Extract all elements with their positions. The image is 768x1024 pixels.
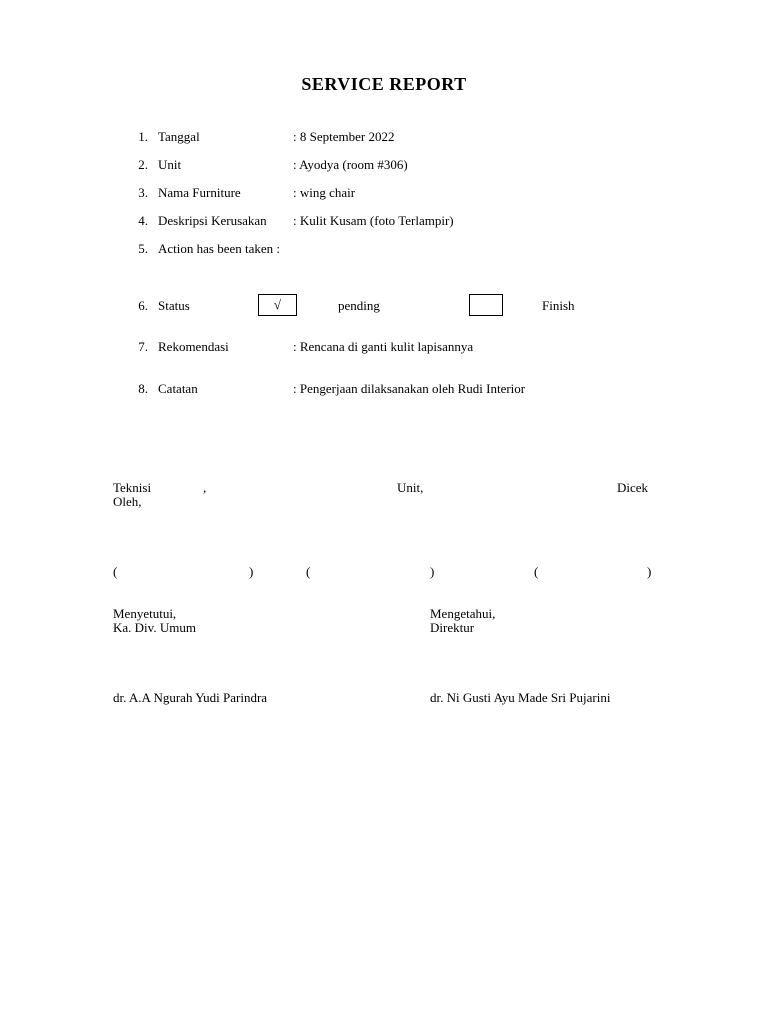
- oleh-label: Oleh,: [113, 494, 142, 509]
- item-number: 1.: [138, 129, 148, 144]
- close-paren: ): [249, 564, 254, 579]
- item-number: 4.: [138, 213, 148, 228]
- open-paren: (: [534, 564, 539, 579]
- item-label: Action has been taken :: [158, 241, 281, 256]
- open-paren: (: [113, 564, 118, 579]
- item-number: 5.: [138, 241, 148, 256]
- teknisi-label: Teknisi: [113, 480, 152, 495]
- teknisi-comma: ,: [203, 480, 207, 495]
- menyetujui-label: Menyetutui,: [113, 606, 177, 621]
- left-signatory-name: dr. A.A Ngurah Yudi Parindra: [113, 690, 268, 705]
- open-paren: (: [306, 564, 311, 579]
- item-label: Unit: [158, 157, 182, 172]
- pending-label: pending: [338, 298, 380, 313]
- item-label: Nama Furniture: [158, 185, 241, 200]
- direktur-label: Direktur: [430, 620, 475, 635]
- close-paren: ): [647, 564, 652, 579]
- finish-label: Finish: [542, 298, 575, 313]
- item-value: : wing chair: [293, 185, 356, 200]
- right-signatory-name: dr. Ni Gusti Ayu Made Sri Pujarini: [430, 690, 611, 705]
- item-value: : Ayodya (room #306): [293, 157, 408, 172]
- item-number: 7.: [138, 339, 148, 354]
- report-title: SERVICE REPORT: [301, 74, 467, 94]
- item-label: Rekomendasi: [158, 339, 229, 354]
- item-label: Deskripsi Kerusakan: [158, 213, 267, 228]
- status-label: Status: [158, 298, 190, 313]
- item-number: 6.: [138, 298, 148, 313]
- item-label: Tanggal: [158, 129, 200, 144]
- item-label: Catatan: [158, 381, 198, 396]
- item-value: : Pengerjaan dilaksanakan oleh Rudi Interior: [293, 381, 526, 396]
- ka-div-umum-label: Ka. Div. Umum: [113, 620, 196, 635]
- item-number: 3.: [138, 185, 148, 200]
- mengetahui-label: Mengetahui,: [430, 606, 496, 621]
- item-number: 2.: [138, 157, 148, 172]
- finish-checkbox[interactable]: [469, 294, 503, 316]
- item-number: 8.: [138, 381, 148, 396]
- item-value: : 8 September 2022: [293, 129, 395, 144]
- item-value: : Rencana di ganti kulit lapisannya: [293, 339, 474, 354]
- unit-label: Unit,: [397, 480, 424, 495]
- dicek-label: Dicek: [617, 480, 649, 495]
- item-value: : Kulit Kusam (foto Terlampir): [293, 213, 454, 228]
- pending-checkbox[interactable]: √: [258, 294, 297, 316]
- close-paren: ): [430, 564, 435, 579]
